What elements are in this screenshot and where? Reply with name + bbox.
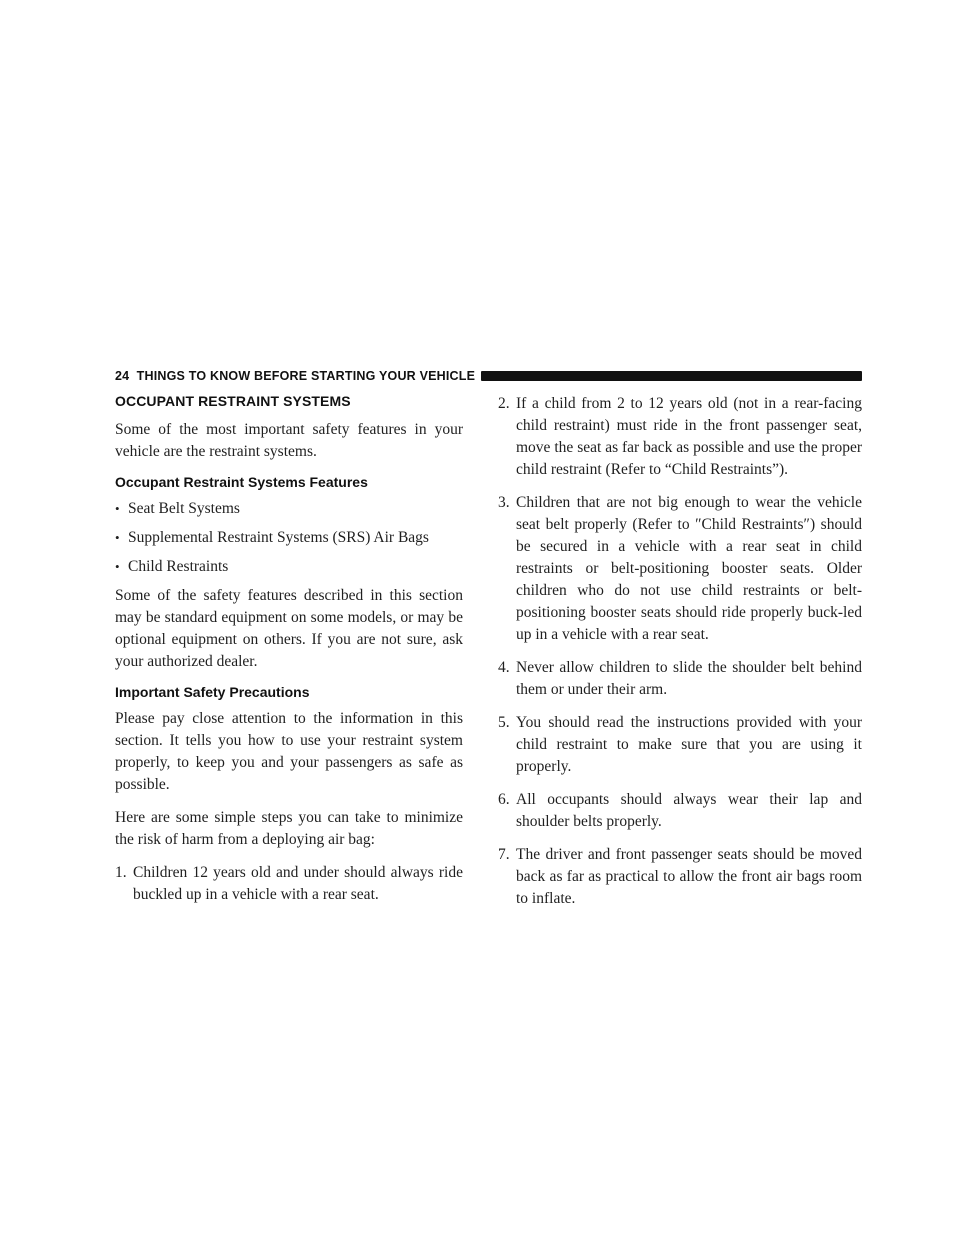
features-heading: Occupant Restraint Systems Features [115, 474, 368, 490]
step-number: 5. [498, 714, 510, 731]
left-column [115, 393, 463, 917]
list-item-text: Child Restraints [128, 558, 229, 575]
bullet-icon: • [115, 530, 120, 545]
step-number: 1. [115, 864, 127, 881]
steps-list-right [498, 393, 862, 910]
list-item-text: Supplemental Restraint Systems (SRS) Air Bags [128, 529, 429, 546]
list-item [498, 844, 862, 910]
step-number: 6. [498, 791, 510, 808]
list-item [115, 498, 463, 520]
features-note: Some of the safety features described in this section may be standard equipment on some models, or may be optional equipment on others. If you are not sure, ask your authorized dealer. [115, 587, 463, 670]
step-text: Never allow children to slide the shoulder belt behind them or under their arm. [516, 659, 862, 698]
header-rule [481, 371, 862, 381]
list-item [115, 862, 463, 906]
intro-paragraph: Some of the most important safety features in your vehicle are the restraint systems. [115, 421, 463, 460]
list-item [498, 492, 862, 646]
list-item-text: Seat Belt Systems [128, 500, 240, 517]
section-heading: OCCUPANT RESTRAINT SYSTEMS [115, 393, 351, 409]
list-item [498, 657, 862, 701]
bullet-icon: • [115, 559, 120, 574]
steps-list-left [115, 862, 463, 906]
step-text: You should read the instructions provided with your child restraint to make sure that you are using it properly. [516, 714, 862, 775]
step-text: Children 12 years old and under should always ride buckled up in a vehicle with a rear seat. [133, 864, 463, 903]
step-text: All occupants should always wear their lap and shoulder belts properly. [516, 791, 862, 830]
precautions-paragraph-2: Here are some simple steps you can take to minimize the risk of harm from a deploying air bag: [115, 809, 463, 848]
list-item [498, 712, 862, 778]
features-list [115, 498, 463, 578]
page-header [115, 367, 862, 385]
step-text: Children that are not big enough to wear the vehicle seat belt properly (Refer to ″Child Restraints″) should be secured in a vehicle with a rear seat in child restraints or belt-positioning booster seats. Older children who do not use child restraints or belt-positioning booster seats should ride properly buck-led up in a vehicle with a rear seat. [516, 494, 862, 643]
list-item [498, 789, 862, 833]
list-item [498, 393, 862, 481]
step-text: If a child from 2 to 12 years old (not in a rear-facing child restraint) must ride in the front passenger seat, move the seat as far back as possible and use the proper child restraint (Refer to “Child Restraints”). [516, 395, 862, 478]
page-number: 24 [115, 369, 130, 383]
list-item [115, 556, 463, 578]
bullet-icon: • [115, 501, 120, 516]
page-header-text [115, 369, 475, 383]
precautions-paragraph-1: Please pay close attention to the information in this section. It tells you how to use your restraint system properly, to keep you and your passengers as safe as possible. [115, 710, 463, 793]
list-item [115, 527, 463, 549]
step-number: 2. [498, 395, 510, 412]
step-number: 3. [498, 494, 510, 511]
step-number: 7. [498, 846, 510, 863]
step-text: The driver and front passenger seats should be moved back as far as practical to allow the front air bags room to inflate. [516, 846, 862, 907]
section-title: THINGS TO KNOW BEFORE STARTING YOUR VEHICLE [136, 369, 476, 383]
precautions-heading: Important Safety Precautions [115, 684, 310, 700]
step-number: 4. [498, 659, 510, 676]
right-column [498, 393, 862, 921]
